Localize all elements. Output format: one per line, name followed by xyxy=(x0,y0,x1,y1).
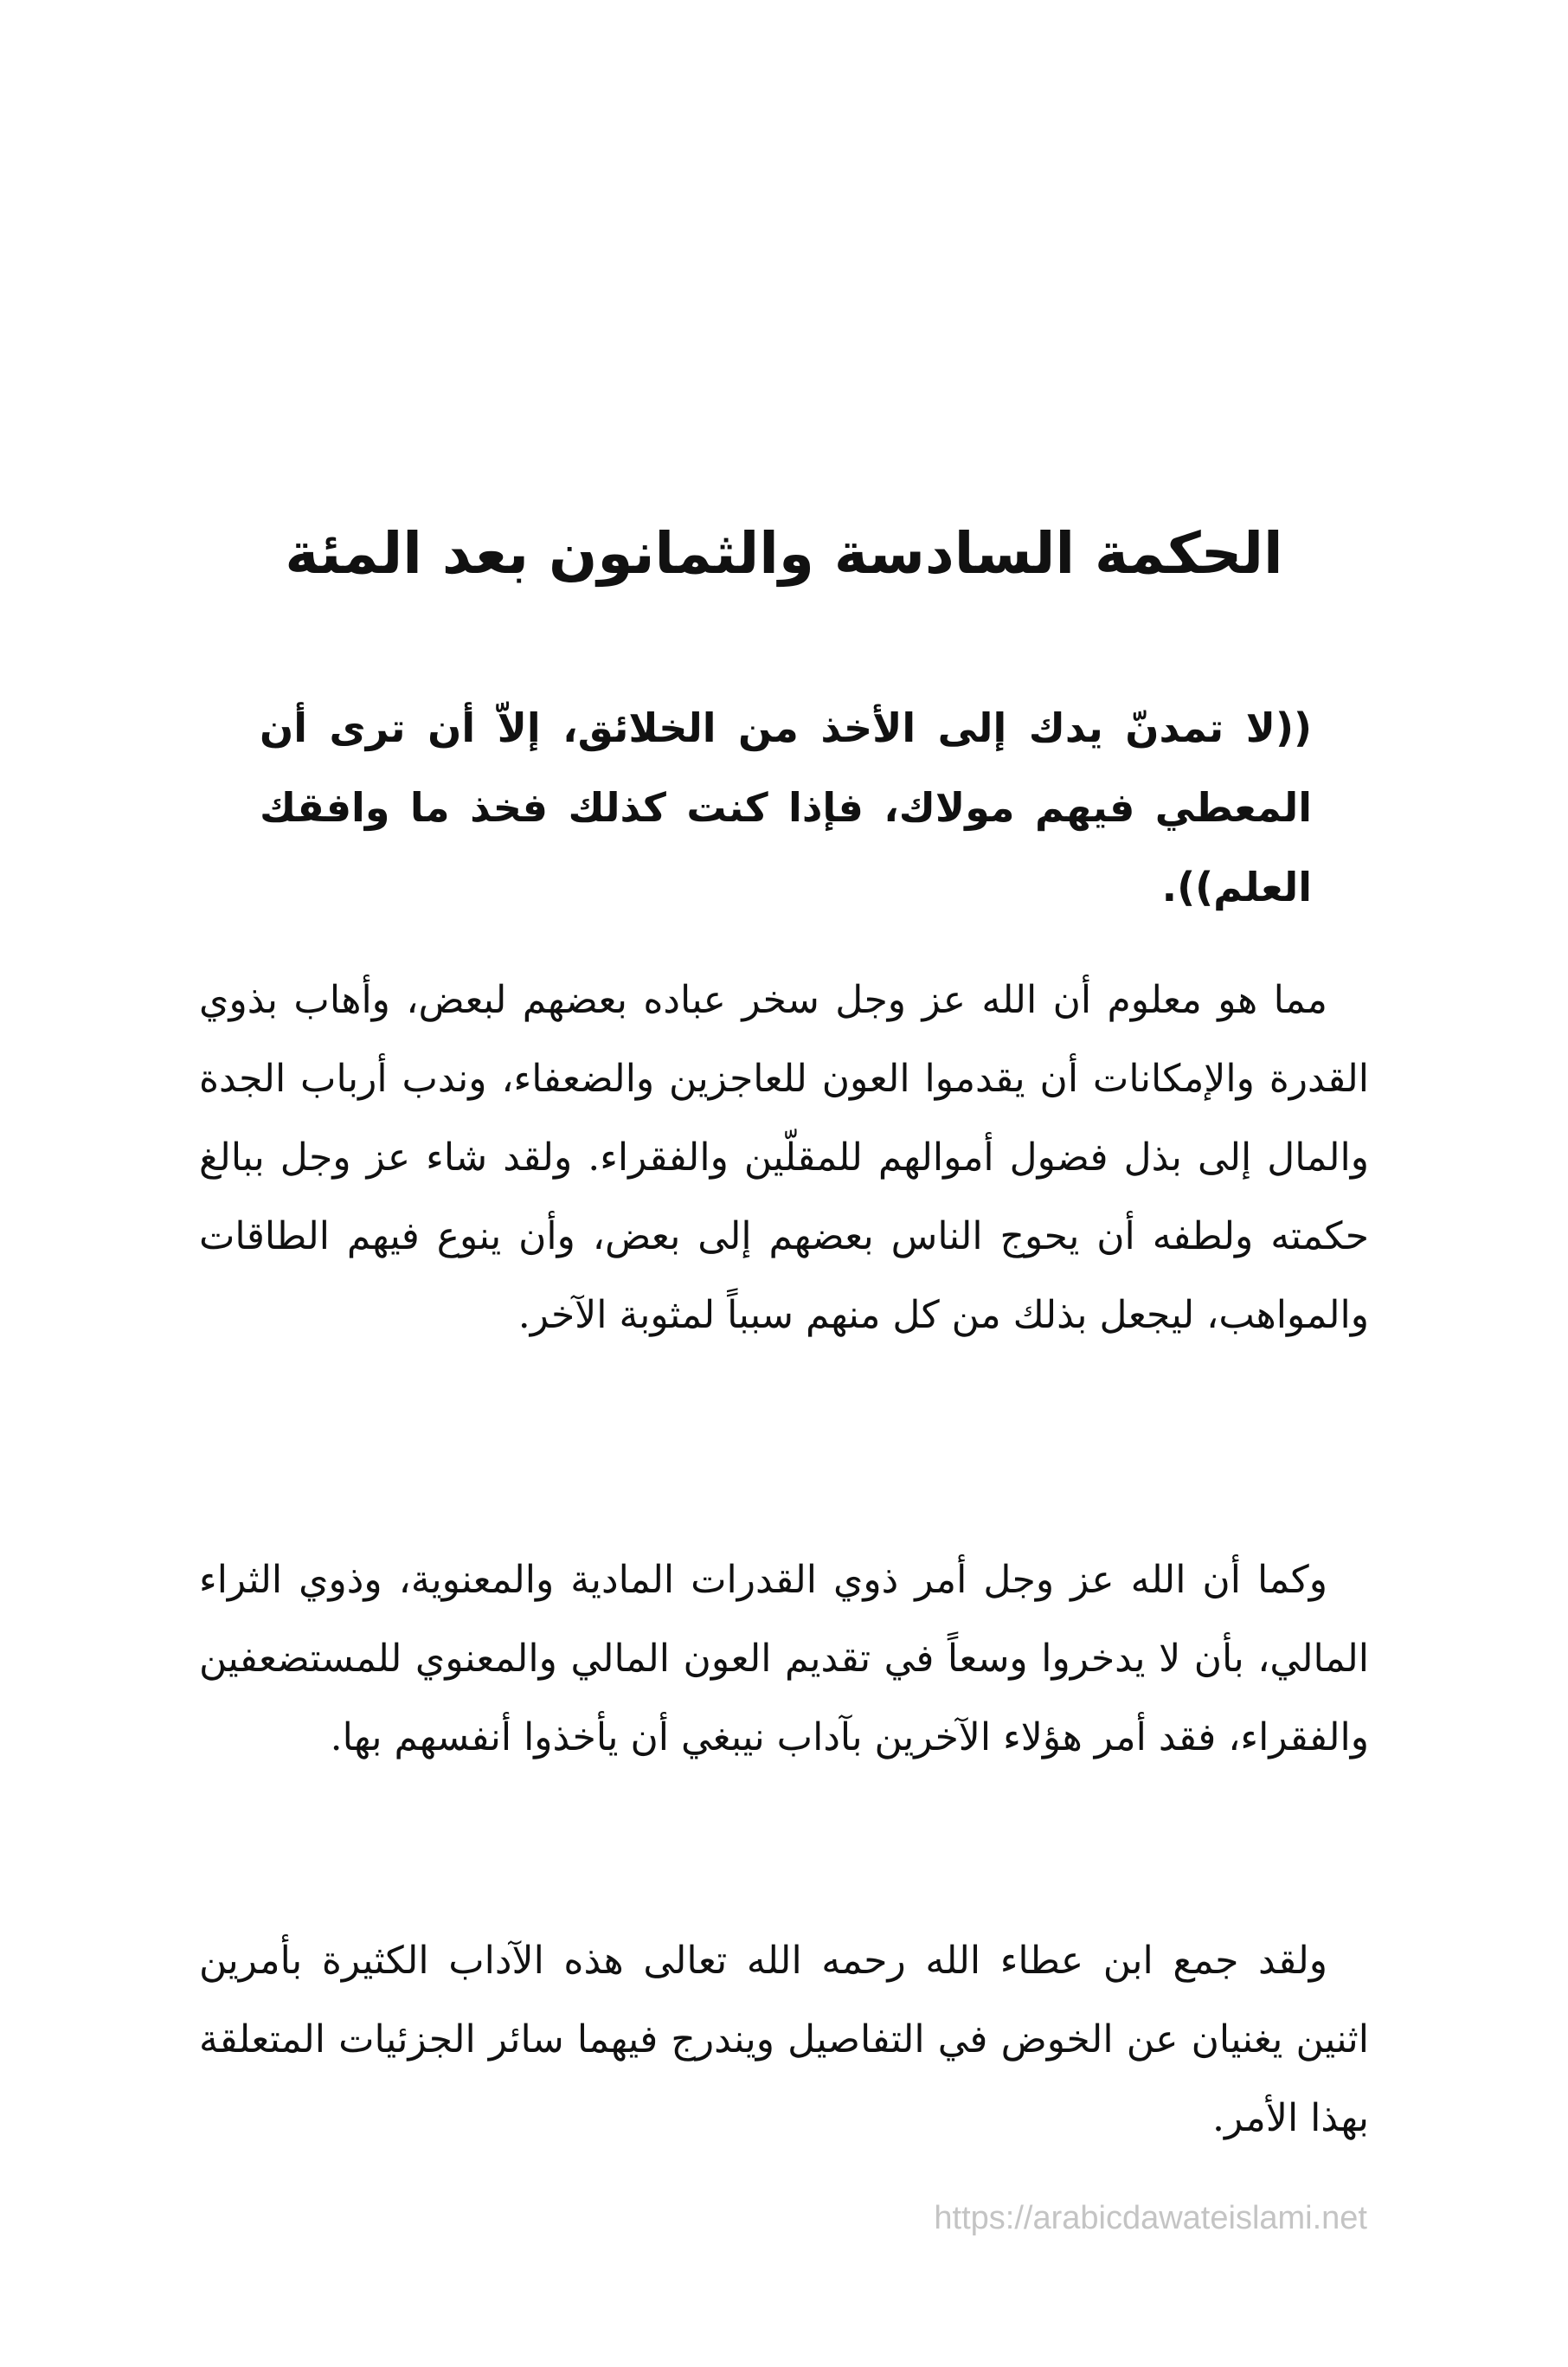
body-paragraph-3: ولقد جمع ابن عطاء الله رحمه الله تعالى هذه الآداب الكثيرة بأمرين اثنين يغنيان عن الخوض في التفاصيل ويندرج فيهما سائر الجزئيات المتعلقة بهذا الأمر. xyxy=(199,1939,1369,2140)
body-paragraph-2: وكما أن الله عز وجل أمر ذوي القدرات المادية والمعنوية، وذوي الثراء المالي، بأن لا يدخروا وسعاً في تقديم العون المالي والمعنوي للمستضعفين والفقراء، فقد أمر هؤلاء الآخرين بآداب نيبغي أن يأخذوا أنفسهم بها. xyxy=(199,1558,1369,1759)
wisdom-quote: ((لا تمدنّ يدك إلى الأخذ من الخلائق، إلاّ أن ترى أن المعطي فيهم مولاك، فإذا كنت كذلك فخذ ما وافقك العلم)). xyxy=(260,704,1312,910)
chapter-title: الحكمة السادسة والثمانون بعد المئة xyxy=(285,520,1283,587)
body-paragraph-1: مما هو معلوم أن الله عز وجل سخر عباده بعضهم لبعض، وأهاب بذوي القدرة والإمكانات أن يقدموا العون للعاجزين والضعفاء، وندب أرباب الجدة والمال إلى بذل فضول أموالهم للمقلّين والفقراء. ولقد شاء عز وجل ببالغ حكمته ولطفه أن يحوج الناس بعضهم إلى بعض، وأن ينوع فيهم الطاقات والمواهب، ليجعل بذلك من كل منهم سبباً لمثوبة الآخر. xyxy=(199,978,1369,1337)
watermark-link[interactable]: https://arabicdawateislami.net xyxy=(934,2200,1367,2236)
